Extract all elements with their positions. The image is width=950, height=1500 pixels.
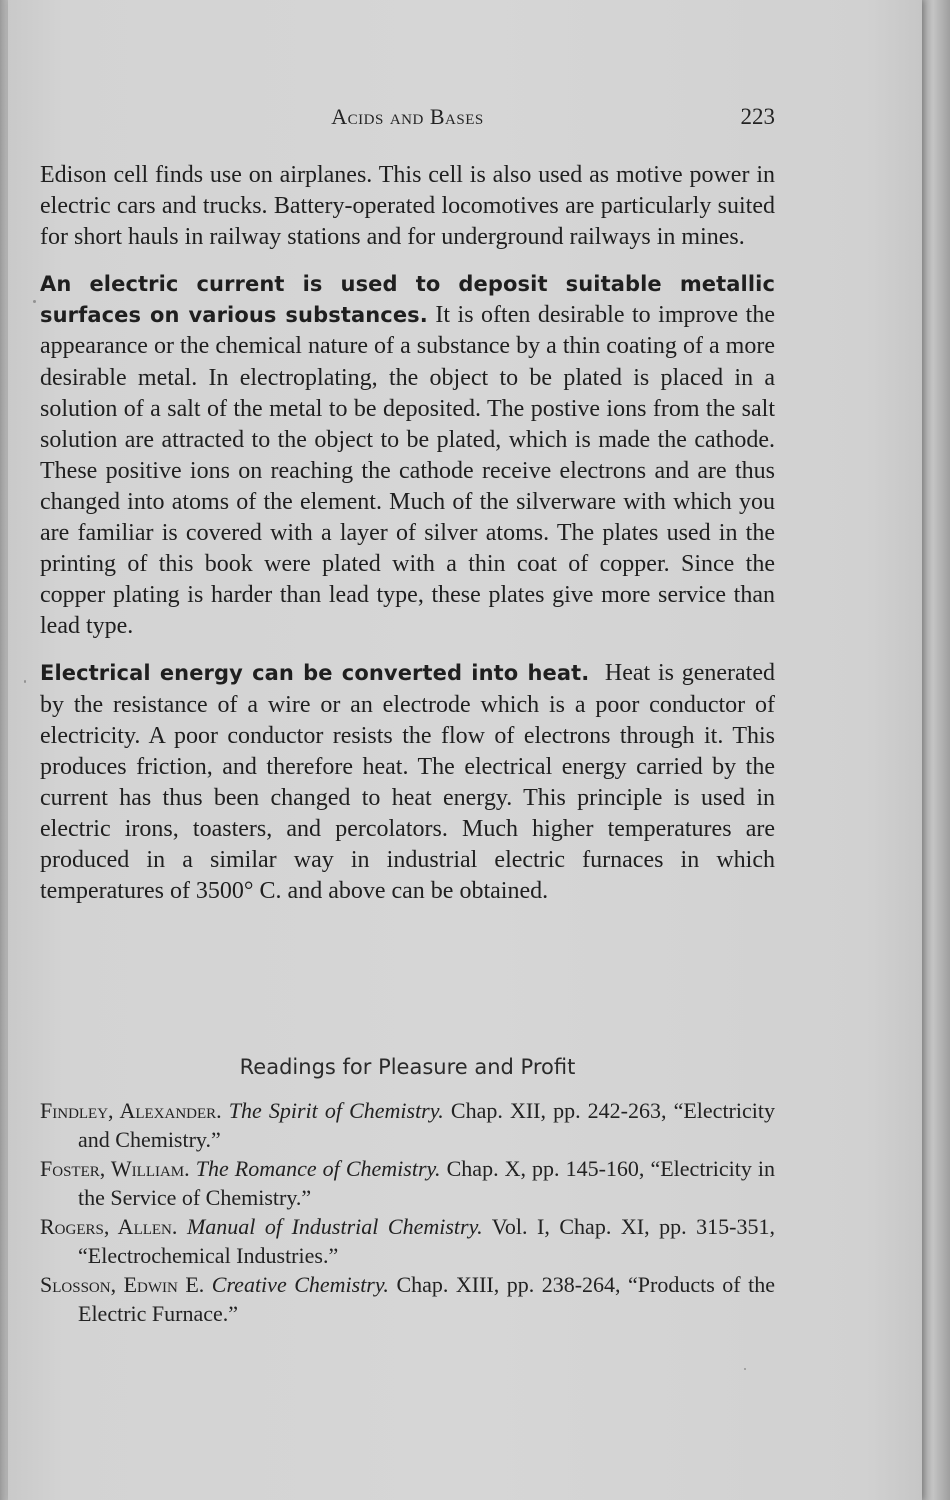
reference-entry: [40, 1096, 775, 1154]
paragraph-text: Heat is generated by the resistance of a wire or an electrode which is a poor conductor of electricity. A poor conductor resists the flow of electrons through it. This produces friction, and therefore heat. The electrical energy carried by the current has thus been changed to heat energy. This principle is used in electric irons, toasters, and percolators. Much higher temperatures are produced in a similar way in industrial electric furnaces in which temperatures of 3500° C. and above can be obtained.: [40, 660, 775, 905]
paper-speck: [744, 1368, 746, 1370]
reference-author: Slosson, Edwin E.: [40, 1272, 205, 1297]
paper-speck: [33, 300, 36, 303]
reference-title: The Romance of Chemistry.: [195, 1156, 441, 1181]
reference-entry: [40, 1212, 775, 1270]
paragraph-edison-cell: [40, 160, 775, 253]
reference-details: Chap. X, pp. 145-160, “Electricity in the Service of Chemistry.”: [78, 1156, 776, 1210]
reference-details: Chap. XII, pp. 242-263, “Electricity and Chemistry.”: [78, 1098, 775, 1152]
reference-author: Findley, Alexander.: [40, 1098, 222, 1123]
paper-speck: [24, 680, 26, 683]
page-header: [40, 104, 775, 138]
page-edge: [922, 0, 950, 1500]
paragraph-lead-heading: An electric current is used to deposit suitable metallic surfaces on various substances.: [40, 272, 775, 328]
reference-author: Foster, William.: [40, 1156, 190, 1181]
page-number: 223: [740, 104, 775, 129]
paragraph-electrical-heat: [40, 658, 775, 907]
reference-title: The Spirit of Chemistry.: [228, 1098, 444, 1123]
reference-details: Vol. I, Chap. XI, pp. 315-351, “Electrochemical Industries.”: [78, 1214, 775, 1268]
reference-title: Creative Chemistry.: [211, 1272, 389, 1297]
paragraph-text: It is often desirable to improve the appearance or the chemical nature of a substance by a thin coating of a more desirable metal. In electroplating, the object to be plated is placed in a solution of a salt of the metal to be deposited. The postive ions from the salt solution are attracted to the object to be plated, which is made the cathode. These positive ions on reaching the cathode receive electrons and are thus changed into atoms of the element. Much of the silverware with which you are familiar is covered with a layer of silver atoms. The plates used in the printing of this book were plated with a thin coat of copper. Since the copper plating is harder than lead type, these plates give more service than lead type.: [40, 302, 775, 640]
body-text: [40, 160, 775, 923]
reference-author: Rogers, Allen.: [40, 1214, 178, 1239]
readings-heading: Readings for Pleasure and Profit: [239, 1055, 576, 1079]
paragraph-electroplating: [40, 269, 775, 642]
reference-details: Chap. XIII, pp. 238-264, “Products of the Electric Furnace.”: [78, 1272, 776, 1326]
paragraph-lead-heading: Electrical energy can be converted into heat.: [40, 661, 590, 686]
reference-title: Manual of Industrial Chemistry.: [186, 1214, 483, 1239]
reference-entry: [40, 1154, 775, 1212]
book-spine-shadow: [0, 0, 8, 1500]
running-title: Acids and Bases: [331, 104, 484, 129]
reference-list: [40, 1096, 775, 1328]
reference-entry: [40, 1270, 775, 1328]
paragraph-text: Edison cell finds use on airplanes. This cell is also used as motive power in electric cars and trucks. Battery-operated locomotives are particularly suited for short hauls in railway stations and for underground railways in mines.: [40, 162, 775, 251]
